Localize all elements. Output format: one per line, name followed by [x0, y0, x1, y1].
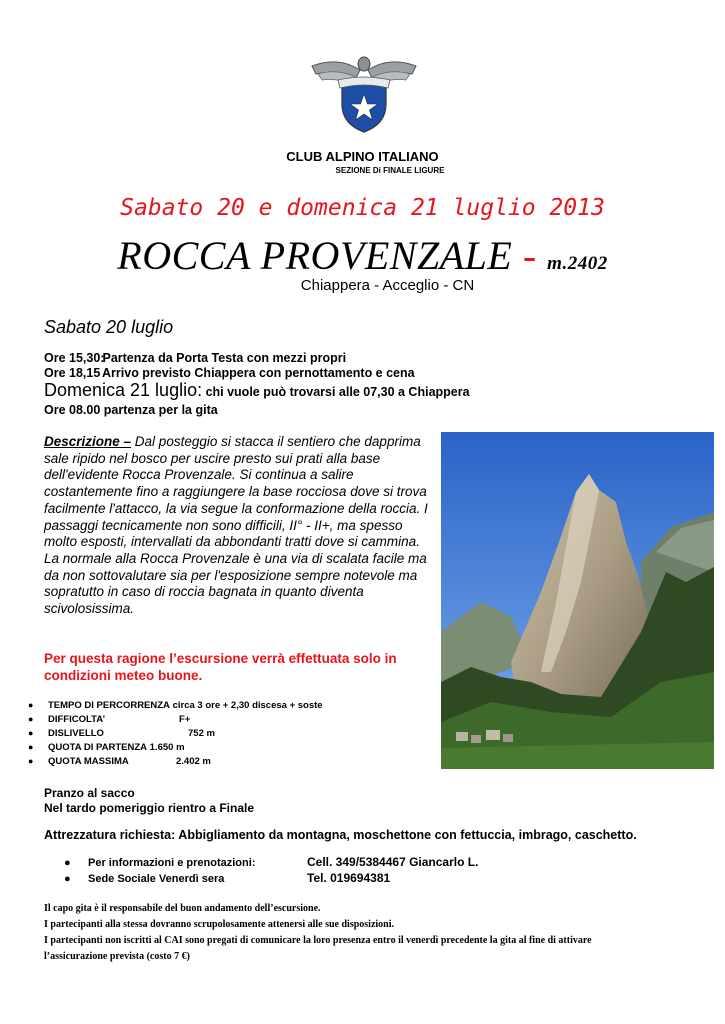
contact-item: [64, 855, 478, 869]
description-text-2: La normale alla Rocca Provenzale è una via di scalata facile ma da non sottovalutare sia per l'esposizione sempre notevole ma sopratutto in caso di roccia bagnata in quanto diventa scivolosissima.: [44, 550, 427, 617]
bullet-icon: ●: [28, 742, 34, 752]
event-title: [0, 232, 725, 279]
footer-line: I partecipanti alla stessa dovranno scrupolosamente attenersi alle sue disposizioni.: [44, 919, 395, 930]
sunday-heading-row: [44, 380, 470, 401]
event-title-name: ROCCA PROVENZALE: [117, 233, 513, 278]
detail-item: [28, 714, 190, 725]
detail-value: 752 m: [188, 728, 215, 739]
event-location: Chiappera - Acceglio - CN: [300, 277, 475, 294]
saturday-heading: Sabato 20 luglio: [44, 317, 174, 337]
description-label: Descrizione –: [44, 434, 132, 449]
sunday-departure: Ore 08.00 partenza per la gita: [44, 403, 218, 417]
schedule-time: Ore 18,15: [44, 366, 101, 380]
schedule-text: Partenza da Porta Testa con mezzi propri: [102, 351, 347, 365]
bullet-icon: ●: [28, 714, 34, 724]
detail-label: DISLIVELLO: [48, 728, 104, 739]
detail-item: [28, 700, 323, 711]
detail-item: [28, 728, 215, 739]
meal-line: Nel tardo pomeriggio rientro a Finale: [44, 801, 255, 815]
event-altitude: m.2402: [547, 253, 608, 274]
schedule-row: [44, 351, 346, 365]
detail-value: 1.650 m: [147, 742, 185, 753]
footer-line: I partecipanti non iscritti al CAI sono pregati di comunicare la loro presenza entro il venerdì precedente la gita al fine di attivare: [44, 935, 592, 946]
detail-label: QUOTA MASSIMA: [48, 756, 129, 767]
contact-item: [64, 871, 390, 885]
cai-logo: [308, 52, 420, 134]
cai-eagle-star-emblem-icon: [308, 52, 420, 134]
title-dash: -: [512, 233, 548, 278]
detail-item: [28, 756, 211, 767]
bullet-icon: ●: [28, 756, 34, 766]
detail-label: DIFFICOLTA’: [48, 714, 106, 725]
schedule-text: Arrivo previsto Chiappera con pernottamento e cena: [102, 366, 415, 380]
bullet-icon: ●: [28, 728, 34, 738]
rocca-provenzale-peak-photo: [441, 432, 714, 769]
bullet-icon: ●: [64, 857, 71, 869]
description: [44, 434, 434, 618]
footer-line: l’assicurazione prevista (costo 7 €): [44, 951, 190, 962]
detail-value: F+: [179, 714, 191, 725]
meal-line: Pranzo al sacco: [44, 786, 135, 800]
contact-label: Sede Sociale Venerdì sera: [88, 873, 225, 885]
detail-label: QUOTA DI PARTENZA: [48, 742, 148, 753]
contact-value: Cell. 349/5384467 Giancarlo L.: [307, 855, 479, 869]
equipment-required: Attrezzatura richiesta: Abbigliamento da montagna, moschettone con fettuccia, imbrago, caschetto.: [44, 828, 637, 842]
weather-warning: Per questa ragione l’escursione verrà effettuata solo in condizioni meteo buone.: [44, 651, 397, 683]
sunday-note: chi vuole può trovarsi alle 07,30 a Chiappera: [202, 385, 470, 399]
bullet-icon: ●: [64, 873, 71, 885]
detail-item: [28, 742, 185, 753]
footer-line: Il capo gita è il responsabile del buon andamento dell’escursione.: [44, 903, 321, 914]
description-text: Dal posteggio si stacca il sentiero che dapprima sale ripido nel bosco per uscire presto sui prati alla base dell'evidente Rocca Provenzale. Si continua a salire costantemente fino a raggiungere la base rocciosa dove si trova facilmente l'attacco, la via segue la conformazione della roccia. I passaggi tecnicamente non sono difficili, II° - II+, ma spesso molto esposti, intervallati da abbondanti tratti dove si cammina.: [44, 434, 428, 550]
bullet-icon: ●: [28, 700, 34, 710]
club-name: CLUB ALPINO ITALIANO: [286, 149, 439, 164]
sunday-heading: Domenica 21 luglio:: [44, 380, 203, 400]
meals-note: [44, 786, 254, 816]
schedule-row: [44, 366, 415, 380]
event-dates: Sabato 20 e domenica 21 luglio 2013: [120, 195, 605, 221]
contact-value: Tel. 019694381: [307, 871, 391, 885]
detail-value: circa 3 ore + 2,30 discesa + soste: [169, 700, 323, 711]
schedule-time: Ore 15,30:: [44, 351, 105, 365]
detail-value: 2.402 m: [176, 756, 211, 767]
section-name: SEZIONE Di FINALE LIGURE: [335, 166, 445, 175]
contact-label: Per informazioni e prenotazioni:: [88, 857, 256, 869]
detail-label: TEMPO DI PERCORRENZA: [48, 700, 170, 711]
